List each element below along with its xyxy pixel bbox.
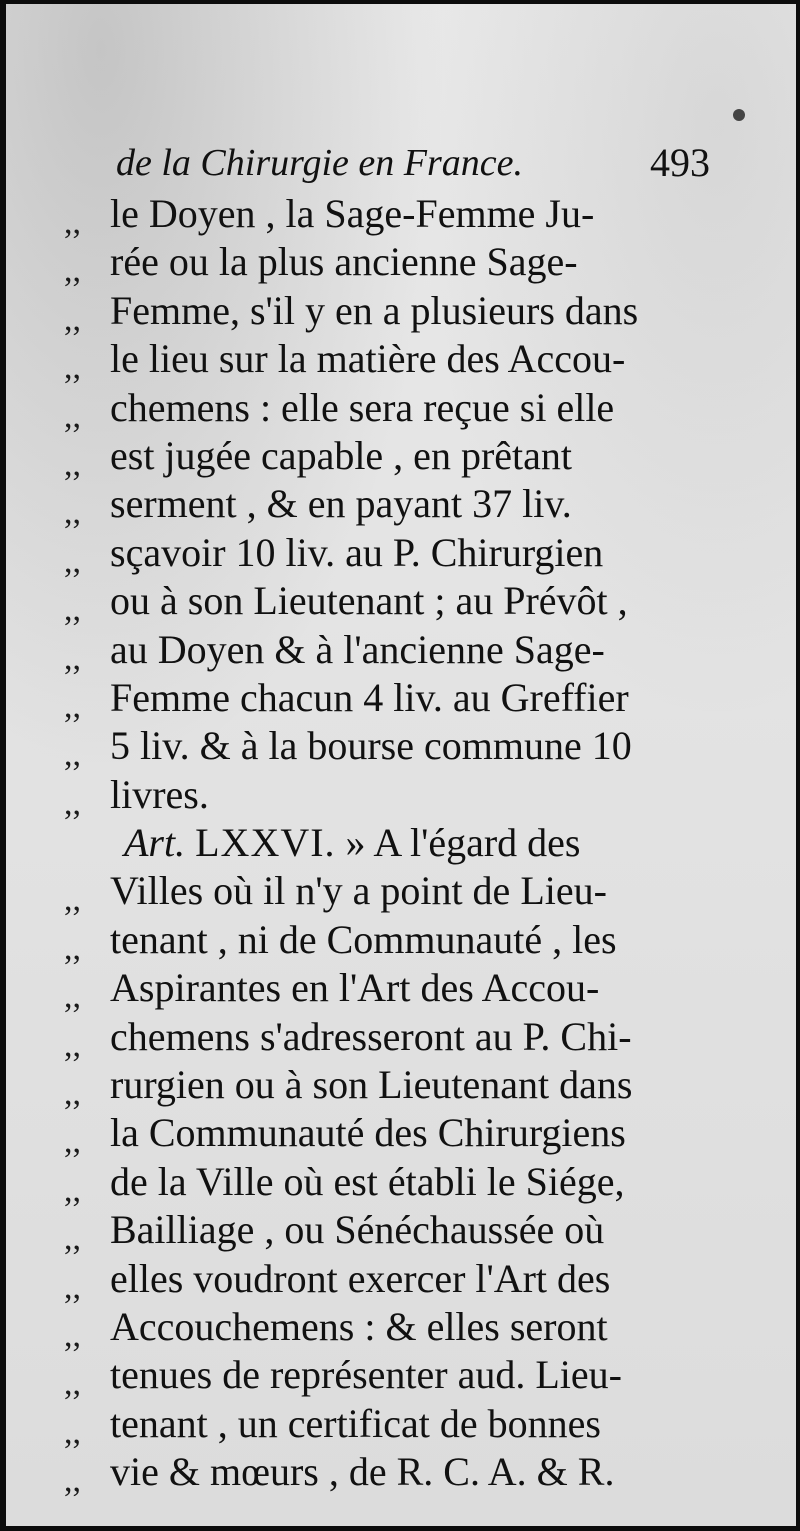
text-line: [6, 674, 796, 725]
line-text: Femme chacun 4 liv. au Greffier: [110, 674, 629, 720]
quote-marker: ,,: [64, 881, 81, 919]
text-line: [6, 722, 796, 774]
running-title: de la Chirurgie en France.: [116, 142, 524, 184]
quote-marker: ,,: [64, 929, 81, 967]
line-text: tenues de représenter aud. Lieu-: [110, 1352, 622, 1398]
quote-marker: ,,: [64, 494, 81, 532]
quote-marker: ,,: [64, 300, 81, 338]
text-line: [6, 384, 796, 435]
line-text: est jugée capable , en prêtant: [110, 432, 572, 478]
quote-marker: ,,: [64, 1123, 81, 1161]
line-text: 5 liv. & à la bourse commune 10: [110, 723, 632, 769]
text-line: [6, 964, 796, 1016]
text-line: [6, 771, 796, 822]
text-line: [6, 480, 796, 532]
line-text: chemens s'adresseront au P. Chi-: [110, 1013, 632, 1059]
quote-marker: ,,: [64, 736, 81, 774]
line-text: tenant , un certificat de bonnes: [110, 1400, 601, 1446]
quote-marker: ,,: [64, 445, 81, 483]
quote-marker: ,,: [64, 1220, 81, 1258]
article-label: Art.: [124, 820, 186, 866]
line-text: rée ou la plus ancienne Sage-: [110, 239, 578, 285]
text-line: [6, 1061, 796, 1113]
line-text: Accouchemens : & elles seront: [110, 1303, 608, 1349]
text-line: [6, 1206, 796, 1258]
text-line: [6, 432, 796, 483]
quote-marker: ,,: [64, 542, 81, 580]
quote-marker: ,,: [64, 639, 81, 677]
line-text: au Doyen & à l'ancienne Sage-: [110, 626, 605, 672]
text-line: [6, 335, 796, 387]
line-text: sçavoir 10 liv. au P. Chirurgien: [110, 529, 604, 575]
text-line: [6, 1351, 796, 1403]
line-text: Femme, s'il y en a plusieurs dans: [110, 287, 639, 333]
article-heading-line: [6, 819, 796, 867]
quote-marker: ,,: [64, 1268, 81, 1306]
line-text: elles voudront exercer l'Art des: [110, 1255, 611, 1301]
article-number: LXXVI.: [195, 820, 336, 866]
page-number: 493: [650, 140, 710, 185]
quote-marker: ,,: [64, 1316, 81, 1354]
body-text: [6, 190, 796, 1500]
text-line: [6, 1255, 796, 1306]
text-line: [6, 529, 796, 580]
line-text: chemens : elle sera reçue si elle: [110, 384, 615, 430]
line-text: le lieu sur la matière des Accou-: [110, 336, 626, 382]
quote-marker: ,,: [64, 1026, 81, 1064]
text-line: [6, 867, 796, 919]
quote-marker: ,,: [64, 252, 81, 290]
text-line: [6, 1303, 796, 1354]
quote-marker: ,,: [64, 1075, 81, 1113]
text-line: [6, 1400, 796, 1451]
ink-spot: [733, 109, 745, 121]
quote-marker: ,,: [64, 687, 81, 725]
text-line: [6, 238, 796, 290]
quote-marker: ,,: [64, 349, 81, 387]
line-text: Villes où il n'y a point de Lieu-: [110, 868, 607, 914]
text-line: [6, 287, 796, 338]
line-text: Bailliage , ou Sénéchaussée où: [110, 1207, 605, 1253]
quote-marker: ,,: [64, 1462, 81, 1500]
quote-marker: ,,: [64, 978, 81, 1016]
line-text: de la Ville où est établi le Siége,: [110, 1158, 625, 1204]
quote-marker: ,,: [64, 784, 81, 822]
text-line: [6, 916, 796, 967]
text-line: [6, 1158, 796, 1209]
line-text: rurgien ou à son Lieutenant dans: [110, 1062, 633, 1108]
line-text: serment , & en payant 37 liv.: [110, 481, 572, 527]
text-line: [6, 1448, 796, 1500]
text-line: [6, 1109, 796, 1161]
quote-marker: ,,: [64, 1171, 81, 1209]
quote-marker: ,,: [64, 204, 81, 241]
text-line: [6, 1013, 796, 1064]
page-header: [6, 139, 796, 189]
line-text: le Doyen , la Sage-Femme Ju-: [110, 191, 595, 236]
quote-marker: ,,: [64, 1413, 81, 1451]
text-line: [6, 626, 796, 677]
quote-marker: ,,: [64, 1365, 81, 1403]
line-text: ou à son Lieutenant ; au Prévôt ,: [110, 578, 628, 624]
line-text: Aspirantes en l'Art des Accou-: [110, 965, 600, 1011]
article-heading: [124, 819, 581, 867]
book-page: [6, 4, 796, 1526]
line-text: la Communauté des Chirurgiens: [110, 1110, 626, 1156]
text-line: [6, 190, 796, 241]
line-text: tenant , ni de Communauté , les: [110, 916, 617, 962]
article-opening: » A l'égard des: [345, 820, 581, 866]
quote-marker: ,,: [64, 591, 81, 629]
text-line: [6, 577, 796, 629]
line-text: vie & mœurs , de R. C. A. & R.: [110, 1449, 615, 1495]
quote-marker: ,,: [64, 397, 81, 435]
line-text: livres.: [110, 771, 209, 817]
